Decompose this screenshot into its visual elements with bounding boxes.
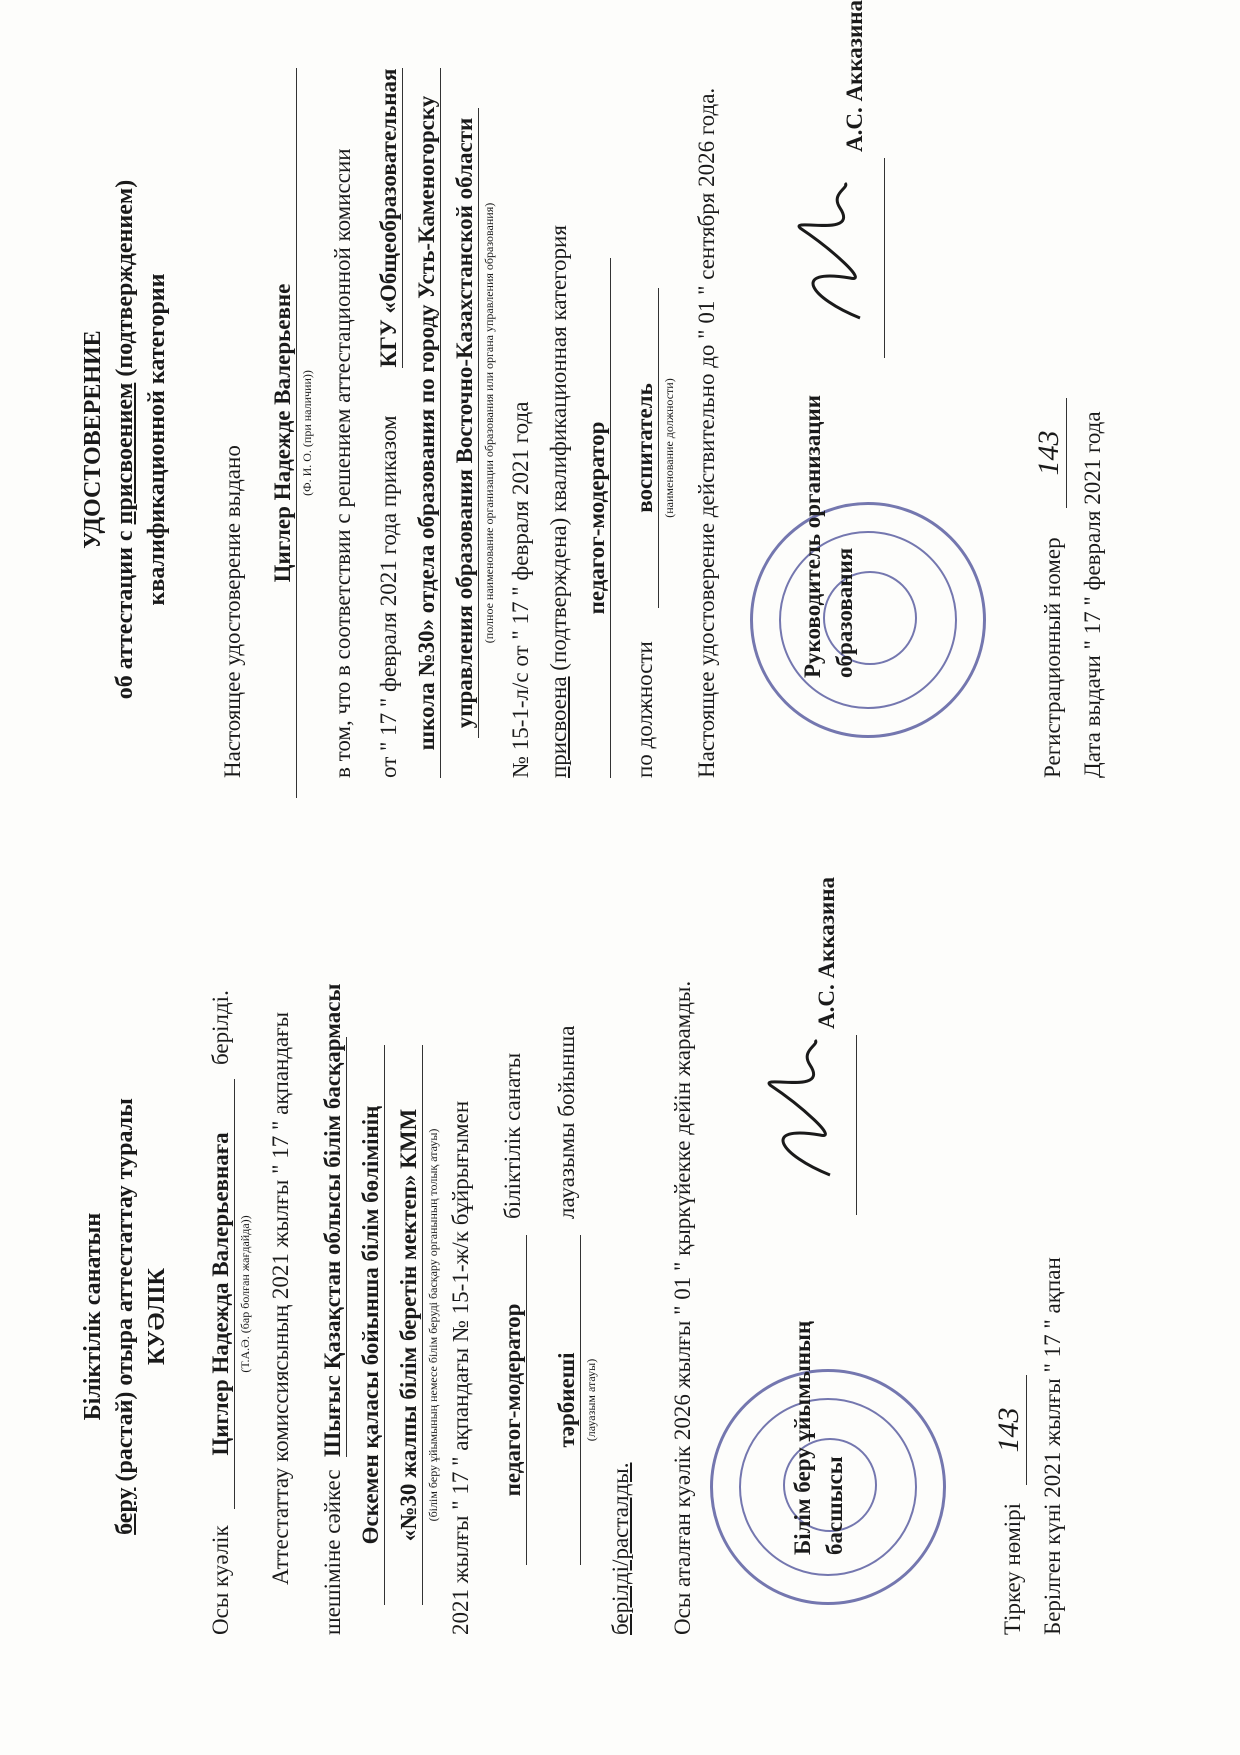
ru-title-2a: об аттестации с <box>112 524 138 700</box>
kz-title-3: КУӘЛІК <box>144 1268 170 1365</box>
kz-org-1: Шығыс Қазақстан облысы білім басқармасы <box>320 983 345 1457</box>
ru-head-label-2: образования <box>832 547 857 678</box>
kz-org-hint: (білім беру ұйымының немесе білім беруді басқару органының толық атауы) <box>426 1128 440 1522</box>
kz-reg-number: 143 <box>992 1375 1027 1485</box>
kz-validity: Осы аталған куәлік 2026 жылғы " 01 " қыркүйекке дейін жарамды. <box>670 980 695 1635</box>
kz-position-hint: (лауазым атауы) <box>584 1358 598 1442</box>
ru-title-1: УДОСТОВЕРЕНИЕ <box>80 330 106 549</box>
kz-position: тәрбиеші <box>554 1235 581 1565</box>
ru-reg-label: Регистрационный номер <box>1040 537 1065 778</box>
kz-sheshim: шешіміне сәйкес <box>320 1469 345 1635</box>
kz-title-2 <box>112 878 139 1755</box>
ru-line-2: от " 17 " февраля 2021 года приказом <box>376 415 401 778</box>
kz-title-2a: беру <box>112 1487 138 1535</box>
kz-issue-date: Берілген күні 2021 жылғы " 17 " ақпан <box>1040 1257 1065 1635</box>
ru-position: воспитатель <box>632 288 659 608</box>
kz-category: педагог-модератор <box>500 1235 527 1565</box>
ru-head-name: А.С. Акказина <box>842 0 867 152</box>
ru-title-2c: (подтверждением) <box>112 179 138 383</box>
ru-order-line: № 15-1-л/с от " 17 " февраля 2021 года <box>508 401 533 778</box>
ru-issue-date: Дата выдачи " 17 " февраля 2021 года <box>1080 411 1105 778</box>
kazakh-certificate <box>0 878 1240 1755</box>
ru-assigned-line <box>546 225 572 778</box>
ru-assigned-rest: (подтверждена) квалификационная категория <box>546 225 571 677</box>
kz-osy-kuelik: Осы куәлік <box>208 1525 233 1635</box>
kz-fio-hint: (Т.А.Ә. (бар болған жағдайда)) <box>238 1215 252 1373</box>
kz-berildi: берілді. <box>208 990 233 1065</box>
ru-title-3: квалификационной категории <box>144 273 170 606</box>
ru-org-3: управления образования Восточно-Казахстанской области <box>452 108 479 738</box>
kz-head-name: А.С. Акказина <box>814 877 839 1029</box>
ru-assigned: присвоена <box>546 676 571 778</box>
ru-recipient-name: Циглер Надежде Валерьевне <box>270 68 297 798</box>
ru-issued-to: Настоящее удостоверение выдано <box>220 445 245 778</box>
ru-org-2: школа №30» отдела образования по городу Усть-Каменогорску <box>414 68 441 778</box>
kz-org-2: Өскемен қаласы бойынша білім бөлімінің <box>358 1045 385 1605</box>
russian-certificate <box>0 1 1240 878</box>
ru-line-1: в том, что в соответствии с решением аттестационной комиссии <box>330 148 355 778</box>
ru-by-position: по должности <box>632 641 657 778</box>
kz-head-label-1: Білім беру ұйымының <box>790 1320 815 1555</box>
kz-commission-line: Аттестаттау комиссиясының 2021 жылғы " 17 " ақпандағы <box>268 1011 293 1585</box>
ru-title-2b: присвоением <box>112 382 138 525</box>
ru-position-hint: (наименование должности) <box>662 378 676 518</box>
ru-org-1: КГУ «Общеобразовательная <box>376 68 401 368</box>
kz-org-3: «№30 жалпы білім беретін мектеп» КММ <box>396 1045 423 1605</box>
kz-title-1: Біліктілік санатын <box>80 1212 106 1421</box>
kz-recipient-name: Циглер Надежда Валерьевнаға <box>208 1079 235 1509</box>
kz-reg-label: Тіркеу нөмірі <box>1000 1502 1025 1635</box>
kz-order-line: 2021 жылғы " 17 " ақпандағы № 15-1-ж/к бұйрығымен <box>448 1100 473 1635</box>
ru-signature-line <box>866 158 885 358</box>
ru-org-hint: (полное наименование организации образования или органа управления образования) <box>482 202 496 644</box>
kz-title-2b: (растай) отыра аттестаттау туралы <box>112 1098 138 1488</box>
ru-category: педагог-модератор <box>584 258 611 778</box>
kz-signature-line <box>838 1035 857 1215</box>
kz-category-suffix: біліктілік санаты <box>500 1052 525 1219</box>
ru-official-seal <box>750 502 986 738</box>
ru-reg-number: 143 <box>1032 398 1067 508</box>
ru-head-label-1: Руководитель организации <box>800 395 825 678</box>
ru-title-2 <box>112 1 139 878</box>
ru-validity: Настоящее удостоверение действительно до " 01 " сентября 2026 года. <box>694 87 719 778</box>
kz-granted: берілді/расталды. <box>608 1462 633 1635</box>
kz-head-label-2: басшысы <box>822 1456 847 1555</box>
ru-fio-hint: (Ф. И. О. (при наличии)) <box>300 370 314 496</box>
kz-position-suffix: лауазымы бойынша <box>554 1025 579 1219</box>
